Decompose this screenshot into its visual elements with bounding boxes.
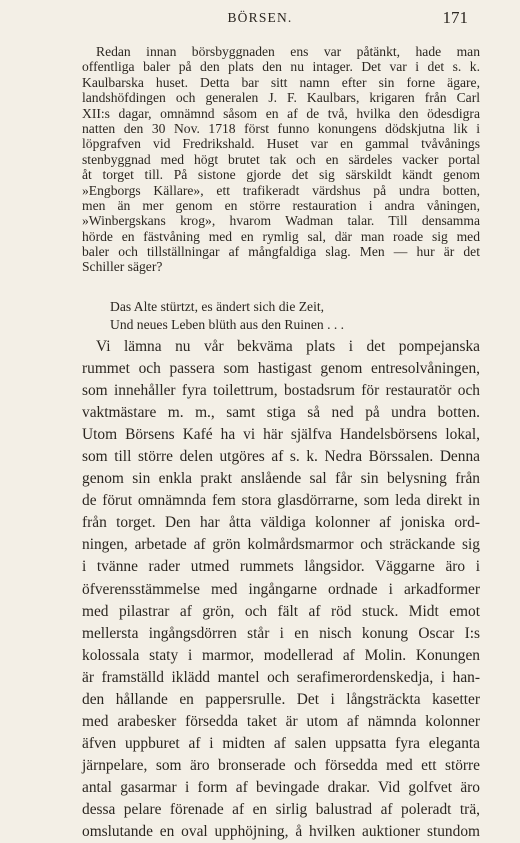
text-line: löpgrafven vid Fredrikshald. Huset var en gammal tvåvånings bbox=[82, 136, 480, 152]
text-line: den hållande en pappersrulle. Det i långsträckta kasetter bbox=[82, 690, 480, 708]
text-line: är framställd iklädd mantel och serafimerordenskedja, i han- bbox=[82, 668, 480, 686]
text-line: som innehåller fyra toilettrum, bostadsrum för restauratör och bbox=[82, 382, 480, 400]
schiller-quote bbox=[110, 298, 344, 333]
text-line: landshöfdingen och generalen J. F. Kaulbars, krigaren från Carl bbox=[82, 90, 480, 106]
text-line: med arabesker försedda taket är utom af nämnda kolonner bbox=[82, 712, 480, 730]
text-line: hörde en fästvåning med en rymlig sal, där man roade sig med bbox=[82, 228, 480, 244]
text-line: baler och tillställningar af mångfaldiga slag. Men — hur är det bbox=[82, 244, 480, 260]
text-line: vaktmästare m. m., samt stiga så ned på undra botten. bbox=[82, 404, 480, 422]
text-line: natten den 30 Nov. 1718 först funno konungens dödskjutna lik i bbox=[82, 120, 480, 136]
page-number: 171 bbox=[442, 8, 468, 27]
text-line: i tvänne rader utmed rummets långsidor. Väggarne äro i bbox=[82, 558, 480, 576]
text-line: genom sin enkla prakt anslående sal får sin belysning från bbox=[82, 470, 480, 488]
text-line: Und neues Leben blüth aus den Ruinen . . . bbox=[110, 316, 345, 332]
text-line: rummet och passera som hastigast genom entresolvåningen, bbox=[82, 360, 480, 378]
text-line: de förut omnämnda fem stora glasdörrarne, som leda direkt in bbox=[82, 492, 480, 510]
text-line: Redan innan börsbyggnaden ens var påtänkt, hade man bbox=[96, 44, 480, 59]
text-line: kolossala staty i marmor, modellerad af Molin. Konungen bbox=[82, 646, 480, 664]
small-print-paragraph bbox=[82, 44, 480, 275]
running-title: BÖRSEN. bbox=[227, 10, 293, 25]
text-line: offentliga baler på den plats den nu intager. Det var i det s. k. bbox=[82, 59, 480, 75]
text-line: Das Alte stürtzt, es ändert sich die Zeit, bbox=[110, 299, 325, 314]
text-line: äfven uppburet af i midten af salen uppsatta fyra eleganta bbox=[82, 734, 480, 752]
text-line: Schiller säger? bbox=[82, 259, 163, 275]
text-line: öfverensstämmelse med ingångarne ordnade i arkadformer bbox=[82, 580, 480, 598]
text-line: stenbyggnad med högt brutet tak och en särdeles vacker portal bbox=[82, 151, 480, 167]
text-line: mellersta ingångsdörren står i en nisch konung Oscar I:s bbox=[82, 624, 480, 642]
text-line: »Winbergskans krog», hvarom Wadman talar. Till densamma bbox=[82, 213, 480, 229]
text-line: Utom Börsens Kafé ha vi här själfva Handelsbörsens lokal, bbox=[82, 426, 480, 444]
text-line: Vi lämna nu vår bekväma plats i det pompejanska bbox=[96, 338, 480, 355]
page-header bbox=[0, 8, 520, 32]
text-line: antal gasarmar i form af bevingade drakar. Vid golfvet äro bbox=[82, 778, 480, 796]
text-line: som till större delen utgöres af s. k. Nedra Börssalen. Denna bbox=[82, 448, 480, 466]
text-line: men än mer genom en större restauration i andra våningen, bbox=[82, 197, 480, 213]
text-line: från torget. Den har åtta väldiga kolonner af joniska ord- bbox=[82, 514, 480, 532]
text-line: omslutande en oval upphöjning, å hvilken auktioner stundom bbox=[82, 823, 480, 841]
text-line: ningen, arbetade af grön kolmårdsmarmor och sträckande sig bbox=[82, 536, 480, 554]
text-line: järnpelare, som äro bronserade och försedda med ett större bbox=[82, 756, 480, 774]
text-line: XII:s dagar, omnämnd såsom en af de två, hvilka den ödesdigra bbox=[82, 105, 480, 121]
text-line: »Engborgs Källare», ett trafikeradt värdshus på undra botten, bbox=[82, 182, 480, 198]
text-line: dessa pelare förenade af en sirlig balustrad af poleradt trä, bbox=[82, 800, 480, 818]
text-line: åt torget till. På sistone gjorde det sig särskildt kändt genom bbox=[82, 167, 480, 183]
main-paragraph bbox=[82, 336, 480, 843]
text-line: Kaulbarska huset. Detta bar sitt namn efter sin forne ägare, bbox=[82, 74, 480, 90]
text-line: med pilastrar af grön, och fält af röd stuck. Midt emot bbox=[82, 602, 480, 620]
